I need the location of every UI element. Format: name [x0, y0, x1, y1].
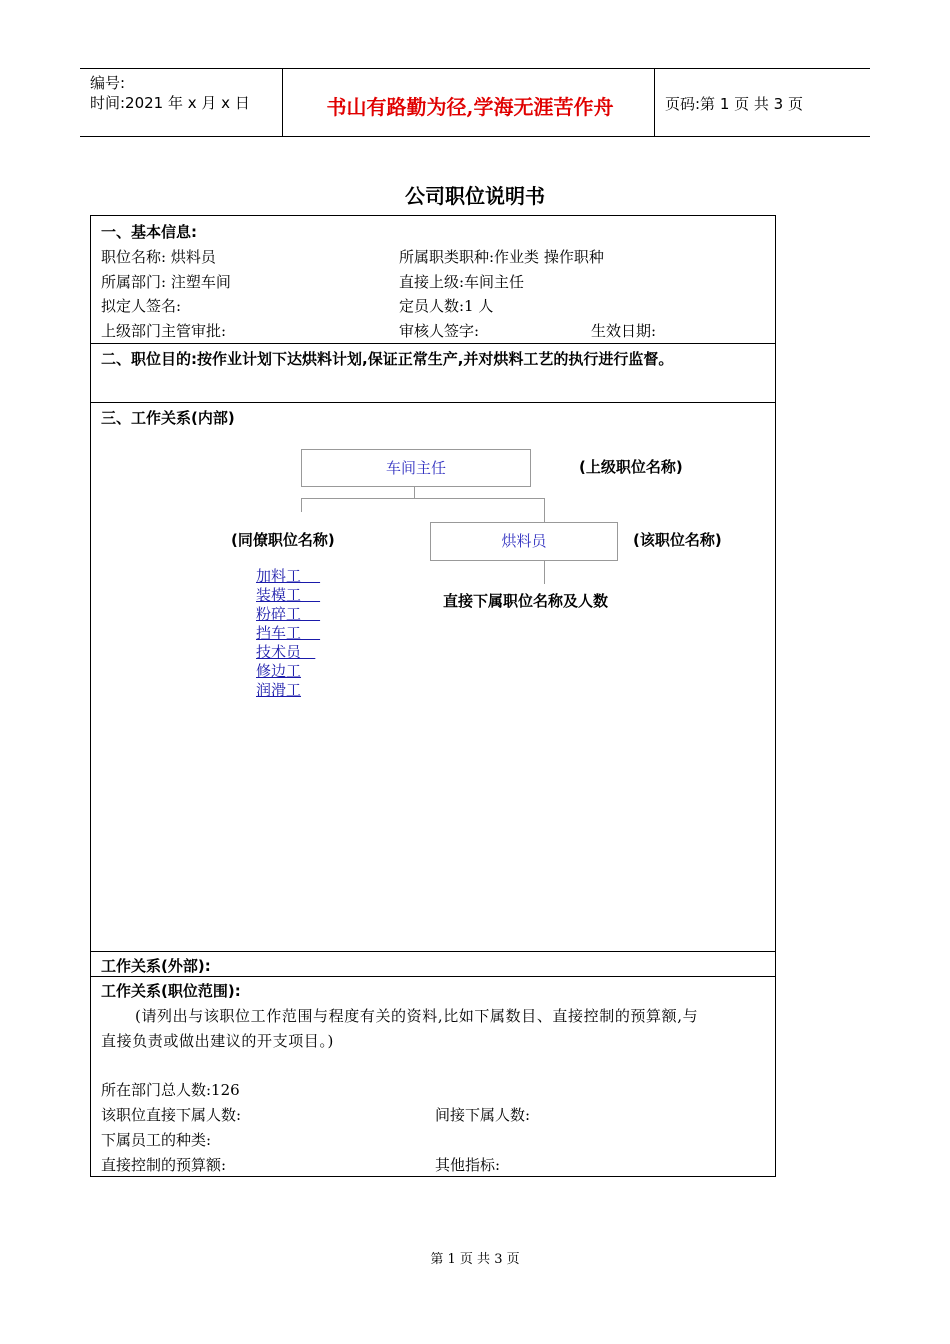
indirect-subordinates: 间接下属人数:	[435, 1106, 531, 1124]
header-divider	[282, 69, 283, 136]
superior-note: (上级职位名称)	[579, 458, 683, 476]
budget-control: 直接控制的预算额:	[101, 1156, 227, 1174]
scope-description-cont: 直接负责或做出建议的开支项目。)	[101, 1032, 334, 1050]
job-description-form	[90, 215, 776, 1177]
row-divider	[91, 402, 775, 403]
connector-line	[301, 498, 545, 499]
peer-position[interactable]: 装模工	[256, 586, 321, 604]
dept-total-headcount: 所在部门总人数:126	[101, 1081, 240, 1099]
row-divider	[91, 976, 775, 977]
external-relations-heading: 工作关系(外部):	[101, 957, 211, 975]
page-footer: 第 1 页 共 3 页	[430, 1252, 520, 1267]
department: 所属部门: 注塑车间	[101, 273, 231, 291]
other-indicators: 其他指标:	[435, 1156, 501, 1174]
peer-position[interactable]: 粉碎工	[256, 605, 321, 623]
motto: 书山有路勤为径,学海无涯苦作舟	[326, 95, 614, 119]
superior-position-box: 车间主任	[301, 449, 531, 487]
scope-heading: 工作关系(职位范围):	[101, 982, 241, 1000]
subordinate-types: 下属员工的种类:	[101, 1131, 212, 1149]
effective-date: 生效日期:	[591, 322, 657, 340]
peer-position[interactable]: 加料工	[256, 567, 321, 585]
job-purpose: 二、职位目的:按作业计划下达烘料计划,保证正常生产,并对烘料工艺的执行进行监督。	[101, 350, 674, 368]
job-name: 职位名称: 烘料员	[101, 248, 216, 266]
current-position-box: 烘料员	[430, 522, 618, 561]
direct-superior: 直接上级:车间主任	[399, 273, 525, 291]
position-note: (该职位名称)	[633, 531, 722, 549]
peer-note: (同僚职位名称)	[231, 531, 335, 549]
job-category: 所属职类职种:作业类 操作职种	[399, 248, 604, 266]
peer-position[interactable]: 修边工	[256, 662, 302, 680]
direct-subordinates: 该职位直接下属人数:	[101, 1106, 242, 1124]
page-info: 页码:第 1 页 共 3 页	[665, 95, 803, 113]
connector-line	[544, 560, 545, 584]
code-label: 编号:	[90, 74, 126, 92]
peer-position[interactable]: 挡车工	[256, 624, 321, 642]
row-divider	[91, 951, 775, 952]
peer-position[interactable]: 技术员	[256, 643, 316, 661]
section3-heading: 三、工作关系(内部)	[101, 409, 235, 427]
reviewer-signature: 审核人签字:	[399, 322, 480, 340]
row-divider	[91, 343, 775, 344]
document-title: 公司职位说明书	[405, 184, 545, 208]
time-label: 时间:2021 年 x 月 x 日	[90, 94, 250, 112]
page-header	[80, 68, 870, 137]
drafter-signature: 拟定人签名:	[101, 297, 182, 315]
peer-position[interactable]: 润滑工	[256, 681, 302, 699]
connector-line	[301, 498, 302, 512]
header-meta	[90, 73, 250, 113]
headcount: 定员人数:1 人	[399, 297, 494, 315]
connector-line	[544, 498, 545, 522]
scope-description: (请列出与该职位工作范围与程度有关的资料,比如下属数目、直接控制的预算额,与	[135, 1007, 699, 1025]
section1-heading: 一、基本信息:	[101, 223, 197, 241]
dept-approval: 上级部门主管审批:	[101, 322, 227, 340]
subordinate-note: 直接下属职位名称及人数	[443, 592, 609, 610]
